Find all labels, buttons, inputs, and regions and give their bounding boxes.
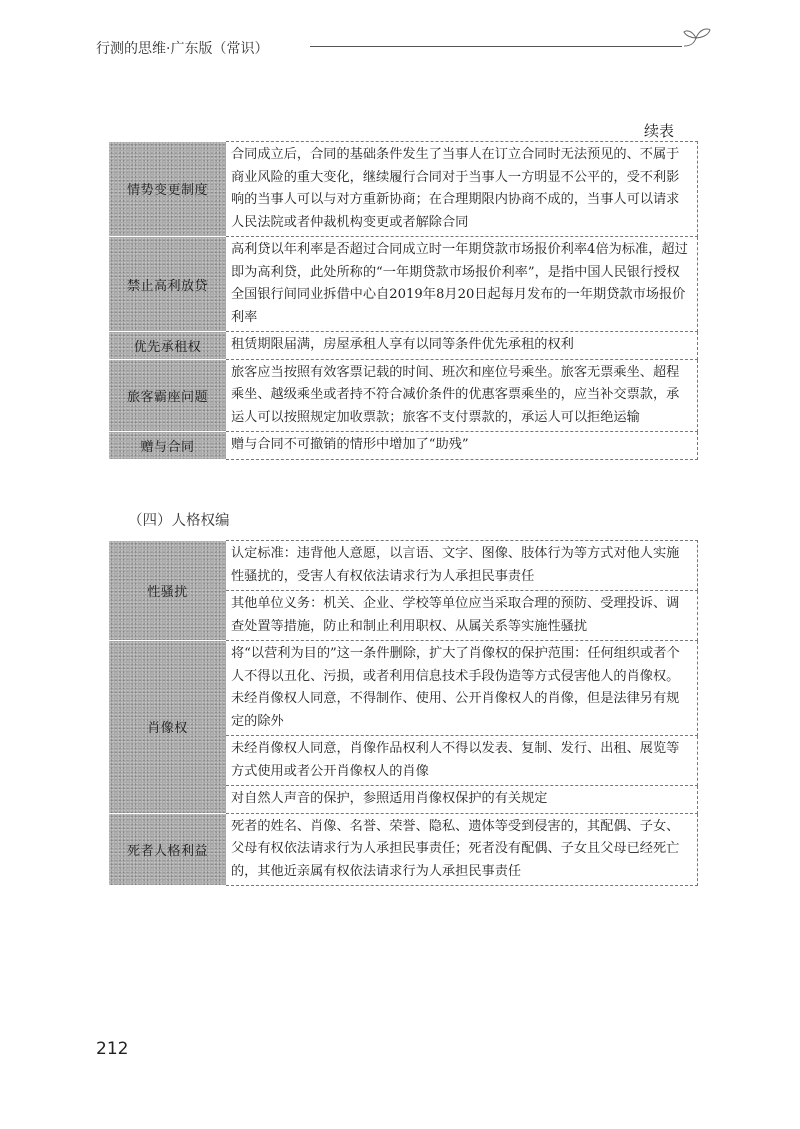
sprout-icon [680, 24, 714, 50]
running-header-title: 行测的思维·广东版（常识） [96, 41, 269, 57]
continued-table-label: 续表 [644, 122, 675, 140]
description-cell: 将“以营利为目的”这一条件删除，扩大了肖像权的保护范围：任何组织或者个人不得以丑化、污损，或者利用信息技术手段伪造等方式侵害他人的肖像权。未经肖像权人同意，不得制作、使用、公开肖像权人的肖像，但是法律另有规定的除外 [226, 641, 698, 736]
term-cell: 赠与合同 [109, 432, 226, 460]
term-cell: 旅客霸座问题 [109, 359, 226, 432]
term-cell: 死者人格利益 [109, 813, 226, 886]
contract-table [109, 141, 698, 460]
description-cell: 认定标准：违背他人意愿，以言语、文字、图像、肢体行为等方式对他人实施性骚扰的，受害人有权依法请求行为人承担民事责任 [226, 541, 698, 591]
table-row [109, 359, 698, 432]
description-cell: 未经肖像权人同意，肖像作品权利人不得以发表、复制、发行、出租、展览等方式使用或者公开肖像权人的肖像 [226, 736, 698, 786]
description-cell: 死者的姓名、肖像、名誉、荣誉、隐私、遗体等受到侵害的，其配偶、子女、父母有权依法请求行为人承担民事责任；死者没有配偶、子女且父母已经死亡的，其他近亲属有权依法请求行为人承担民事责任 [226, 813, 698, 886]
description-cell: 旅客应当按照有效客票记载的时间、班次和座位号乘坐。旅客无票乘坐、超程乘坐、越级乘坐或者持不符合减价条件的优惠客票乘坐的，应当补交票款，承运人可以按照规定加收票款；旅客不支付票款的，承运人可以拒绝运输 [226, 359, 698, 432]
term-cell: 性骚扰 [109, 541, 226, 641]
term-cell: 优先承租权 [109, 332, 226, 360]
table-row [109, 541, 698, 591]
term-cell: 禁止高利放贷 [109, 237, 226, 332]
table-row [109, 641, 698, 736]
personality-rights-table [109, 540, 698, 886]
page-number: 212 [96, 1039, 129, 1059]
table-row [109, 813, 698, 886]
description-cell: 合同成立后，合同的基础条件发生了当事人在订立合同时无法预见的、不属于商业风险的重大变化，继续履行合同对于当事人一方明显不公平的，受不利影响的当事人可以与对方重新协商；在合理期限内协商不成的，当事人可以请求人民法院或者仲裁机构变更或者解除合同 [226, 142, 698, 237]
table-row [109, 332, 698, 360]
description-cell: 其他单位义务：机关、企业、学校等单位应当采取合理的预防、受理投诉、调查处置等措施，防止和制止利用职权、从属关系等实施性骚扰 [226, 591, 698, 641]
term-cell: 肖像权 [109, 641, 226, 814]
description-cell: 赠与合同不可撤销的情形中增加了“助残” [226, 432, 698, 460]
table-row [109, 432, 698, 460]
description-cell: 对自然人声音的保护，参照适用肖像权保护的有关规定 [226, 786, 698, 814]
table-row [109, 237, 698, 332]
header-rule [310, 46, 682, 47]
section-heading: （四）人格权编 [128, 513, 230, 529]
description-cell: 高利贷以年利率是否超过合同成立时一年期贷款市场报价利率4倍为标准，超过即为高利贷，此处所称的“一年期贷款市场报价利率”，是指中国人民银行授权全国银行间同业拆借中心自2019年8月20日起每月发布的一年期贷款市场报价利率 [226, 237, 698, 332]
term-cell: 情势变更制度 [109, 142, 226, 237]
description-cell: 租赁期限届满，房屋承租人享有以同等条件优先承租的权利 [226, 332, 698, 360]
table-row [109, 142, 698, 237]
